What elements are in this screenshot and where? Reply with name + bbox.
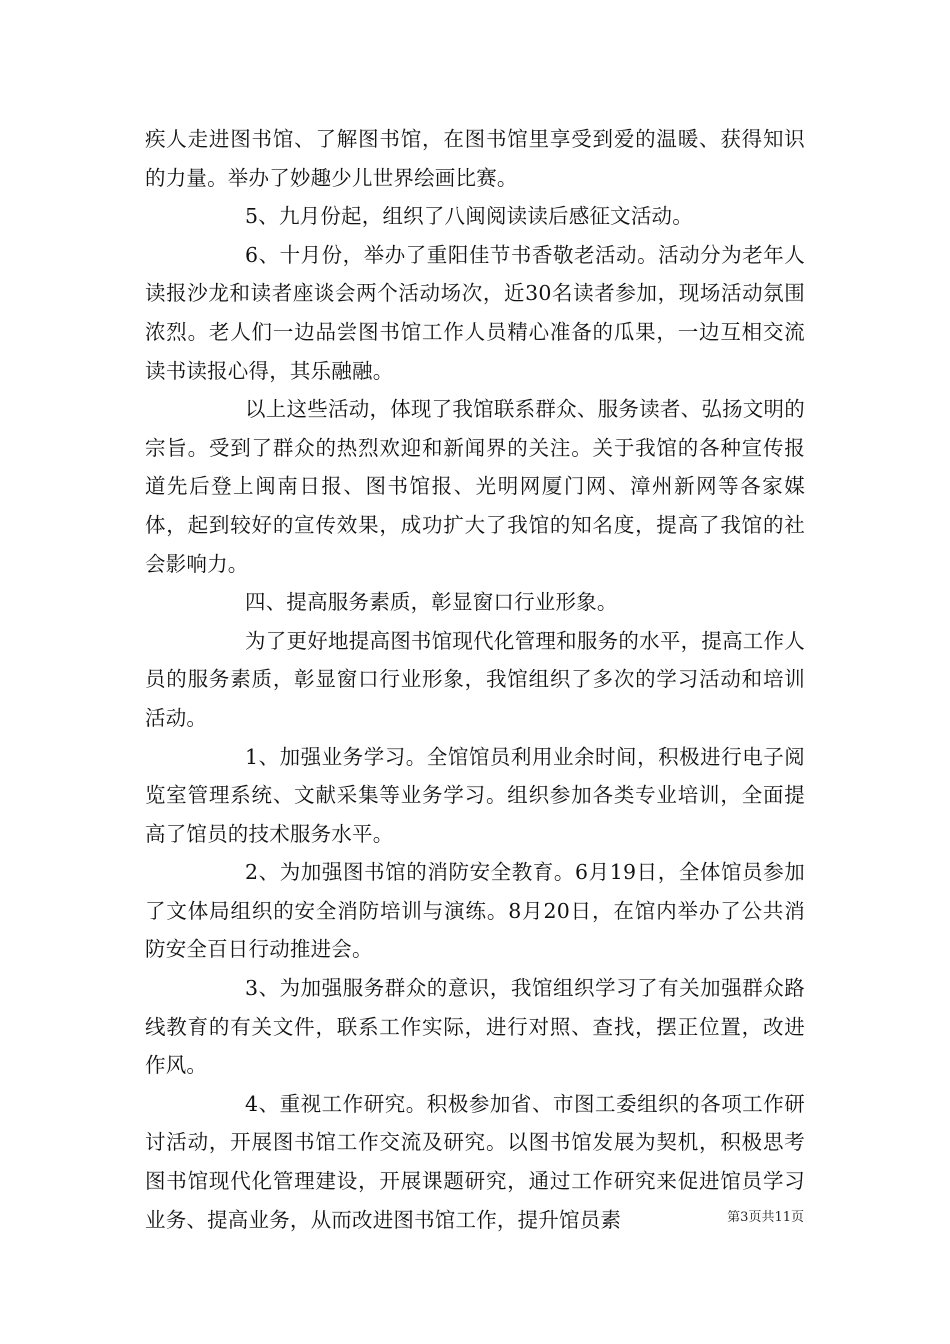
paragraph-continuation: 疾人走进图书馆、了解图书馆，在图书馆里享受到爱的温暖、获得知识的力量。举办了妙趣少儿世界绘画比赛。	[145, 127, 805, 190]
paragraph-item-1: 1、加强业务学习。全馆馆员利用业余时间，积极进行电子阅览室管理系统、文献采集等业务学习。组织参加各类专业培训，全面提高了馆员的技术服务水平。	[145, 744, 805, 846]
page-number-footer: 第3页共11页	[727, 1210, 804, 1225]
paragraph-item-2: 2、为加强图书馆的消防安全教育。6月19日，全体馆员参加了文体局组织的安全消防培训与演练。8月20日，在馆内举办了公共消防安全百日行动推进会。	[145, 860, 805, 962]
paragraph-section-intro: 为了更好地提高图书馆现代化管理和服务的水平，提高工作人员的服务素质，彰显窗口行业形象，我馆组织了多次的学习活动和培训活动。	[145, 628, 805, 730]
paragraph-item-3: 3、为加强服务群众的意识，我馆组织学习了有关加强群众路线教育的有关文件，联系工作实际，进行对照、查找，摆正位置，改进作风。	[145, 976, 805, 1078]
paragraph-activities-summary: 以上这些活动，体现了我馆联系群众、服务读者、弘扬文明的宗旨。受到了群众的热烈欢迎和新闻界的关注。关于我馆的各种宣传报道先后登上闽南日报、图书馆报、光明网厦门网、漳州新网等各家媒体，起到较好的宣传效果，成功扩大了我馆的知名度，提高了我馆的社会影响力。	[145, 397, 805, 576]
section-heading-4: 四、提高服务素质，彰显窗口行业形象。	[245, 590, 618, 615]
paragraph-item-4: 4、重视工作研究。积极参加省、市图工委组织的各项工作研讨活动，开展图书馆工作交流及研究。以图书馆发展为契机，积极思考图书馆现代化管理建设，开展课题研究，通过工作研究来促进馆员学习业务、提高业务，从而改进图书馆工作，提升馆员素	[145, 1091, 805, 1232]
document-body	[145, 120, 805, 1239]
paragraph-item-5: 5、九月份起，组织了八闽阅读读后感征文活动。	[245, 204, 693, 229]
paragraph-item-6: 6、十月份，举办了重阳佳节书香敬老活动。活动分为老年人读报沙龙和读者座谈会两个活动场次，近30名读者参加，现场活动氛围浓烈。老人们一边品尝图书馆工作人员精心准备的瓜果，一边互相交流读书读报心得，其乐融融。	[145, 242, 805, 383]
